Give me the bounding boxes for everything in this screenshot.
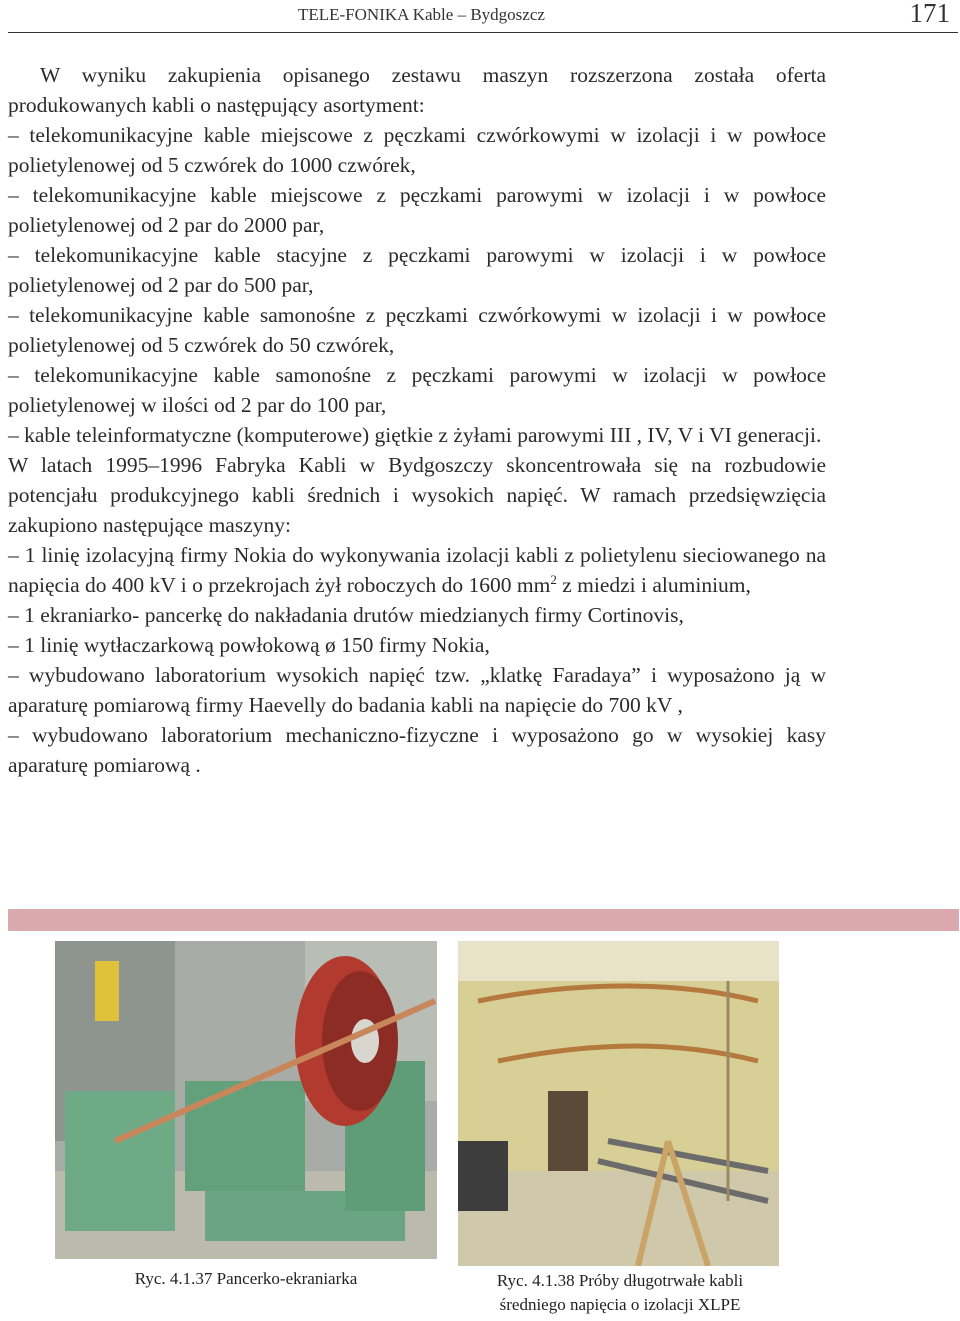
list-item-text: – 1 linię izolacyjną firmy Nokia do wykonywania izolacji kabli z polietylenu sieciowanego na napięcia do 400 kV i o przekrojach żył roboczych do 1600 mm xyxy=(8,543,826,597)
body-text xyxy=(8,60,826,780)
list-item: – kable teleinformatyczne (komputerowe) giętkie z żyłami parowymi III , IV, V i VI generacji. xyxy=(8,423,822,447)
list-item-tail: z miedzi i aluminium, xyxy=(556,573,751,597)
list-item: – wybudowano laboratorium wysokich napięć tzw. „klatkę Faradaya” i wyposażono ją w aparaturę pomiarową firmy Haevelly do badania kabli na napięcie do 700 kV , xyxy=(8,663,826,717)
list-item: – wybudowano laboratorium mechaniczno-fizyczne i wyposażono go w wysokiej kasy aparaturę pomiarową . xyxy=(8,723,826,777)
list-item: – telekomunikacyjne kable samonośne z pęczkami czwórkowymi w izolacji i w powłoce polietylenowej od 5 czwórek do 50 czwórek, xyxy=(8,303,826,357)
paragraph: W latach 1995–1996 Fabryka Kabli w Bydgoszczy skoncentrowała się na rozbudowie potencjału produkcyjnego kabli średnich i wysokich napięć. W ramach przedsięwzięcia zakupiono następujące maszyny: xyxy=(8,453,826,537)
photo-armouring-machine xyxy=(55,941,437,1259)
figure-caption-line: Ryc. 4.1.38 Próby długotrwałe kabli xyxy=(496,1271,744,1290)
page-header xyxy=(8,0,958,33)
decorative-band xyxy=(8,909,959,931)
figure-caption: Ryc. 4.1.37 Pancerko-ekraniarka xyxy=(134,1269,358,1288)
paragraph: W wyniku zakupienia opisanego zestawu maszyn rozszerzona została oferta produkowanych kabli o następujący asortyment: xyxy=(8,63,826,117)
figure-caption xyxy=(440,1269,800,1317)
list-item xyxy=(8,540,826,600)
superscript: 2 xyxy=(550,571,557,587)
figure-caption-line: średniego napięcia o izolacji XLPE xyxy=(499,1295,741,1314)
list-item: – telekomunikacyjne kable samonośne z pęczkami parowymi w izolacji w powłoce polietylenowej w ilości od 2 par do 100 par, xyxy=(8,363,826,417)
list-item: – telekomunikacyjne kable miejscowe z pęczkami parowymi w izolacji i w powłoce polietylenowej od 2 par do 2000 par, xyxy=(8,183,826,237)
list-item: – 1 linię wytłaczarkową powłokową ø 150 firmy Nokia, xyxy=(8,633,490,657)
list-item: – telekomunikacyjne kable stacyjne z pęczkami parowymi w izolacji i w powłoce polietylenowej od 2 par do 500 par, xyxy=(8,243,826,297)
list-item: – telekomunikacyjne kable miejscowe z pęczkami czwórkowymi w izolacji i w powłoce polietylenowej od 5 czwórek do 1000 czwórek, xyxy=(8,123,826,177)
page-number: 171 xyxy=(909,0,950,28)
running-head: TELE-FONIKA Kable – Bydgoszcz xyxy=(298,5,545,24)
photo-cable-test-lab xyxy=(458,941,779,1266)
list-item: – 1 ekraniarko- pancerkę do nakładania drutów miedzianych firmy Cortinovis, xyxy=(8,603,684,627)
